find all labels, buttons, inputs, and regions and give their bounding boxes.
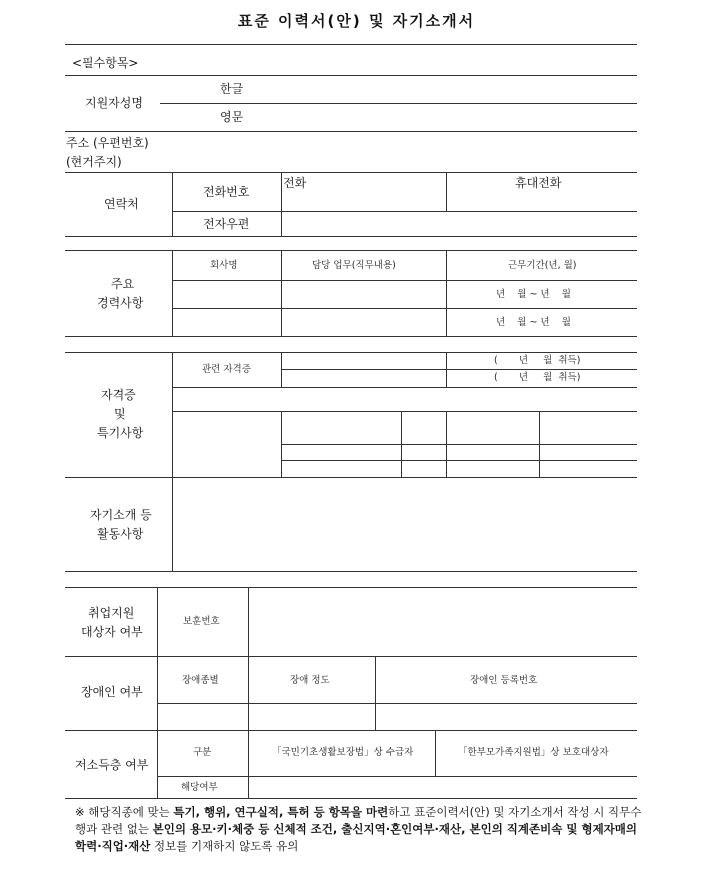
vrule-disability-1: [248, 656, 249, 730]
career-period-row-1: 년 월 ~ 년 월: [496, 289, 571, 300]
rule-lowincome-bottom: [65, 798, 637, 799]
vrule-qual-5: [446, 411, 447, 477]
rule-qual-a: [282, 369, 637, 370]
cert-acquired-row-2: ( 년 월 취득): [494, 372, 581, 383]
vrule-qual-1: [172, 352, 173, 477]
qual-label-3: 특기사항: [97, 426, 144, 440]
lowincome-category-label: 구분: [193, 747, 212, 758]
cert-label: 관련 자격증: [202, 364, 251, 375]
rule-name-mid: [160, 103, 637, 104]
rule-disability-mid: [157, 703, 637, 704]
rule-career-top: [65, 250, 637, 251]
disability-type-label: 장애종별: [182, 675, 219, 686]
vrule-contact-1: [172, 172, 173, 236]
phone-sub-label: 전화: [283, 176, 307, 190]
support-label-2: 대상자 여부: [81, 625, 143, 639]
vrule-qual-4: [401, 411, 402, 477]
vrule-lowincome-1: [248, 730, 249, 798]
career-col-duties: 담당 업무(직무내용): [312, 260, 396, 271]
support-label-1: 취업지원: [88, 606, 135, 620]
notice-part-1: ※ 해당직종에 맞는: [75, 805, 174, 819]
rule-career-bottom: [65, 336, 637, 337]
mobile-field[interactable]: [447, 190, 636, 210]
rule-qual-c: [172, 411, 637, 412]
rule-career-1: [172, 280, 637, 281]
rule-contact-top: [65, 172, 637, 173]
vrule-lowincome-2: [435, 730, 436, 776]
email-label: 전자우편: [203, 217, 250, 231]
applicable-label: 해당여부: [181, 782, 218, 793]
qual-label-2: 및: [114, 407, 126, 421]
rule-disability-bottom: [65, 730, 637, 731]
vrule-qual-6: [539, 411, 540, 477]
career-label-1: 주요: [111, 277, 135, 291]
disability-degree-label: 장애 정도: [290, 675, 330, 686]
cert-acquired-row-1: ( 년 월 취득): [494, 355, 581, 366]
rule-lowincome-mid: [157, 776, 637, 777]
address-field[interactable]: [180, 133, 636, 171]
email-field[interactable]: [282, 212, 636, 235]
rule-name-bottom: [65, 131, 637, 132]
vrule-qual-2b: [281, 411, 282, 477]
required-section-label: <필수항목>: [72, 56, 139, 70]
veteran-number-label: 보훈번호: [183, 616, 220, 627]
name-korean-label: 한글: [220, 82, 244, 96]
career-label-2: 경력사항: [97, 296, 144, 310]
intro-label-1: 자기소개 등: [90, 508, 152, 522]
rule-qual-top: [65, 352, 637, 353]
notice-bold-2: 본인의 용모·키·체중 등 신체적 조건, 출신지역·혼인여부·재산, 본인의 직계존비속 및 형제자매의 학력·직업·재산: [75, 822, 638, 853]
notice-part-2: 하고 표준이력서(안) 및 자기소개서 작성 시 직무수행과 관련 없는: [75, 805, 642, 836]
contact-label: 연락처: [104, 197, 139, 211]
phone-field[interactable]: [282, 190, 445, 210]
rule-top: [65, 44, 637, 45]
rule-qual-b: [172, 387, 637, 388]
career-period-row-2: 년 월 ~ 년 월: [496, 317, 571, 328]
qual-label-1: 자격증: [101, 388, 136, 402]
address-sub-label: (현거주지): [66, 155, 122, 169]
address-label: 주소 (우편번호): [66, 136, 149, 150]
rule-qual-e: [282, 460, 637, 461]
disability-label: 장애인 여부: [81, 685, 143, 699]
vrule-career-3: [446, 250, 447, 336]
vrule-disability-2: [375, 656, 376, 730]
name-korean-field[interactable]: [280, 77, 636, 102]
notice-part-3: 정보를 기재하지 않도록 유의: [150, 839, 299, 853]
single-parent-label: 「한부모가족지원법」상 보호대상자: [458, 747, 609, 758]
disability-reg-label: 장애인 등록번호: [470, 675, 538, 686]
veteran-number-field[interactable]: [249, 588, 636, 655]
rule-name-top: [65, 75, 637, 76]
lowincome-label: 저소득층 여부: [75, 758, 149, 772]
vrule-qual-2a: [281, 352, 282, 387]
career-col-company: 회사명: [210, 260, 238, 271]
rule-intro-bottom: [65, 571, 637, 572]
vrule-career-1: [172, 250, 173, 336]
phone-label: 전화번호: [203, 185, 250, 199]
rule-qual-d: [282, 444, 637, 445]
vrule-qual-3a: [446, 352, 447, 387]
intro-label-2: 활동사항: [97, 527, 144, 541]
career-col-period: 근무기간(년, 월): [508, 260, 577, 271]
vrule-support-1: [157, 587, 158, 798]
name-label: 지원자성명: [85, 96, 143, 110]
name-english-label: 영문: [220, 110, 244, 124]
basic-living-label: 「국민기초생활보장법」상 수급자: [272, 747, 414, 758]
notice: [75, 804, 650, 855]
page-title: 표준 이력서(안) 및 자기소개서: [237, 12, 476, 30]
name-english-field[interactable]: [280, 105, 636, 130]
notice-bold-1: 특기, 행위, 연구실적, 특허 등 항목을 마련: [173, 805, 389, 819]
rule-support-bottom: [65, 656, 637, 657]
rule-career-2: [172, 308, 637, 309]
rule-contact-bottom: [65, 236, 637, 237]
mobile-sub-label: 휴대전화: [515, 176, 562, 190]
vrule-career-2: [281, 250, 282, 336]
intro-field[interactable]: [173, 478, 636, 570]
